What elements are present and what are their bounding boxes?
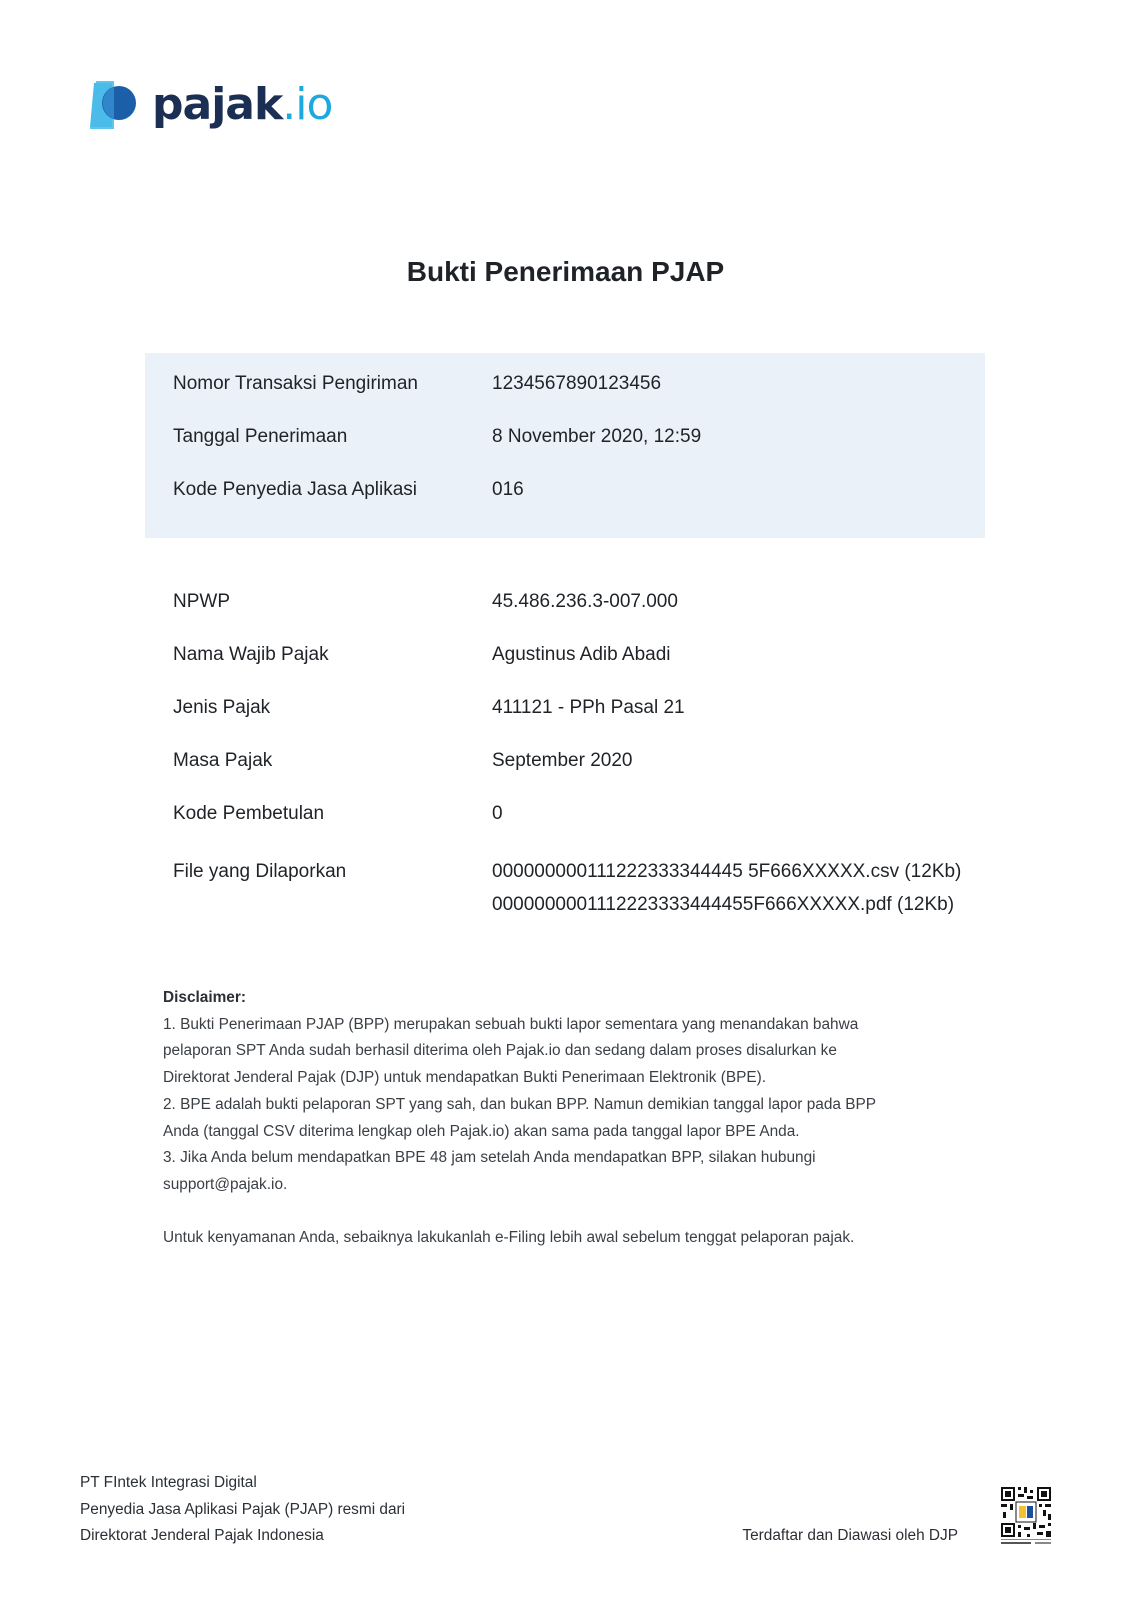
disclaimer-line: support@pajak.io. [163,1175,288,1193]
disclaimer-line: Direktorat Jenderal Pajak (DJP) untuk mendapatkan Bukti Penerimaan Elektronik (BPE). [163,1069,767,1087]
tax-period-label: Masa Pajak [173,750,273,771]
company-info [80,1470,405,1550]
reported-files-list [492,855,961,921]
correction-code-row [173,802,503,826]
tax-type-value: 411121 - PPh Pasal 21 [492,697,685,718]
logo-suffix: .io [282,79,333,130]
transaction-number-value: 1234567890123456 [492,373,662,394]
pajak-logo-icon [88,79,140,131]
taxpayer-details [145,590,985,930]
document-title: Bukti Penerimaan PJAP [406,256,725,287]
tax-type-label: Jenis Pajak [173,697,271,718]
npwp-value: 45.486.236.3-007.000 [492,591,678,612]
disclaimer-section [163,985,983,1251]
logo-brand: pajak [152,79,283,130]
receipt-date-label: Tanggal Penerimaan [173,426,348,447]
disclaimer-title: Disclaimer: [163,989,246,1006]
company-authority: Direktorat Jenderal Pajak Indonesia [80,1527,324,1545]
transaction-number-label: Nomor Transaksi Pengiriman [173,373,418,394]
taxpayer-name-label: Nama Wajib Pajak [173,644,329,665]
tax-type-row [173,696,685,720]
provider-code-value: 016 [492,479,524,500]
taxpayer-name-row [173,643,671,667]
efiling-note: Untuk kenyamanan Anda, sebaiknya lakukanlah e-Filing lebih awal sebelum tenggat pelaporan pajak. [163,1228,855,1246]
correction-code-value: 0 [492,803,503,824]
logo-wordmark [152,79,333,130]
reported-files-row [173,855,961,921]
pajak-io-logo [88,74,332,136]
tax-period-value: September 2020 [492,750,633,771]
receipt-date-row [173,425,701,449]
company-name: PT FIntek Integrasi Digital [80,1474,257,1491]
disclaimer-line: 3. Jika Anda belum mendapatkan BPE 48 jam setelah Anda mendapatkan BPP, silakan hubungi [163,1149,816,1167]
disclaimer-line: 2. BPE adalah bukti pelaporan SPT yang sah, dan bukan BPP. Namun demikian tanggal lapor pada BPP [163,1095,877,1113]
disclaimer-line: 1. Bukti Penerimaan PJAP (BPP) merupakan sebuah bukti lapor sementara yang menandakan bahwa [163,1015,859,1033]
provider-code-label: Kode Penyedia Jasa Aplikasi [173,479,417,500]
djp-qr-badge-icon [999,1485,1053,1547]
registered-statement: Terdaftar dan Diawasi oleh DJP [742,1527,958,1544]
reported-files-label: File yang Dilaporkan [173,861,347,882]
npwp-label: NPWP [173,591,230,612]
correction-code-label: Kode Pembetulan [173,803,325,824]
company-role: Penyedia Jasa Aplikasi Pajak (PJAP) resmi dari [80,1500,406,1518]
transaction-info-box [145,353,985,538]
reported-file-pdf: 0000000001112223333444455F666XXXXX.pdf (12Kb) [492,894,955,915]
reported-file-csv: 000000000111222333344445 5F666XXXXX.csv (12Kb) [492,861,962,882]
taxpayer-name-value: Agustinus Adib Abadi [492,644,671,665]
disclaimer-line: Anda (tanggal CSV diterima lengkap oleh Pajak.io) akan sama pada tanggal lapor BPE Anda. [163,1122,800,1140]
tax-period-row [173,749,633,773]
npwp-row [173,590,678,614]
disclaimer-line: pelaporan SPT Anda sudah berhasil diterima oleh Pajak.io dan sedang dalam proses disalurkan ke [163,1042,837,1060]
transaction-number-row [173,372,661,396]
receipt-date-value: 8 November 2020, 12:59 [492,426,702,447]
provider-code-row [173,478,524,502]
